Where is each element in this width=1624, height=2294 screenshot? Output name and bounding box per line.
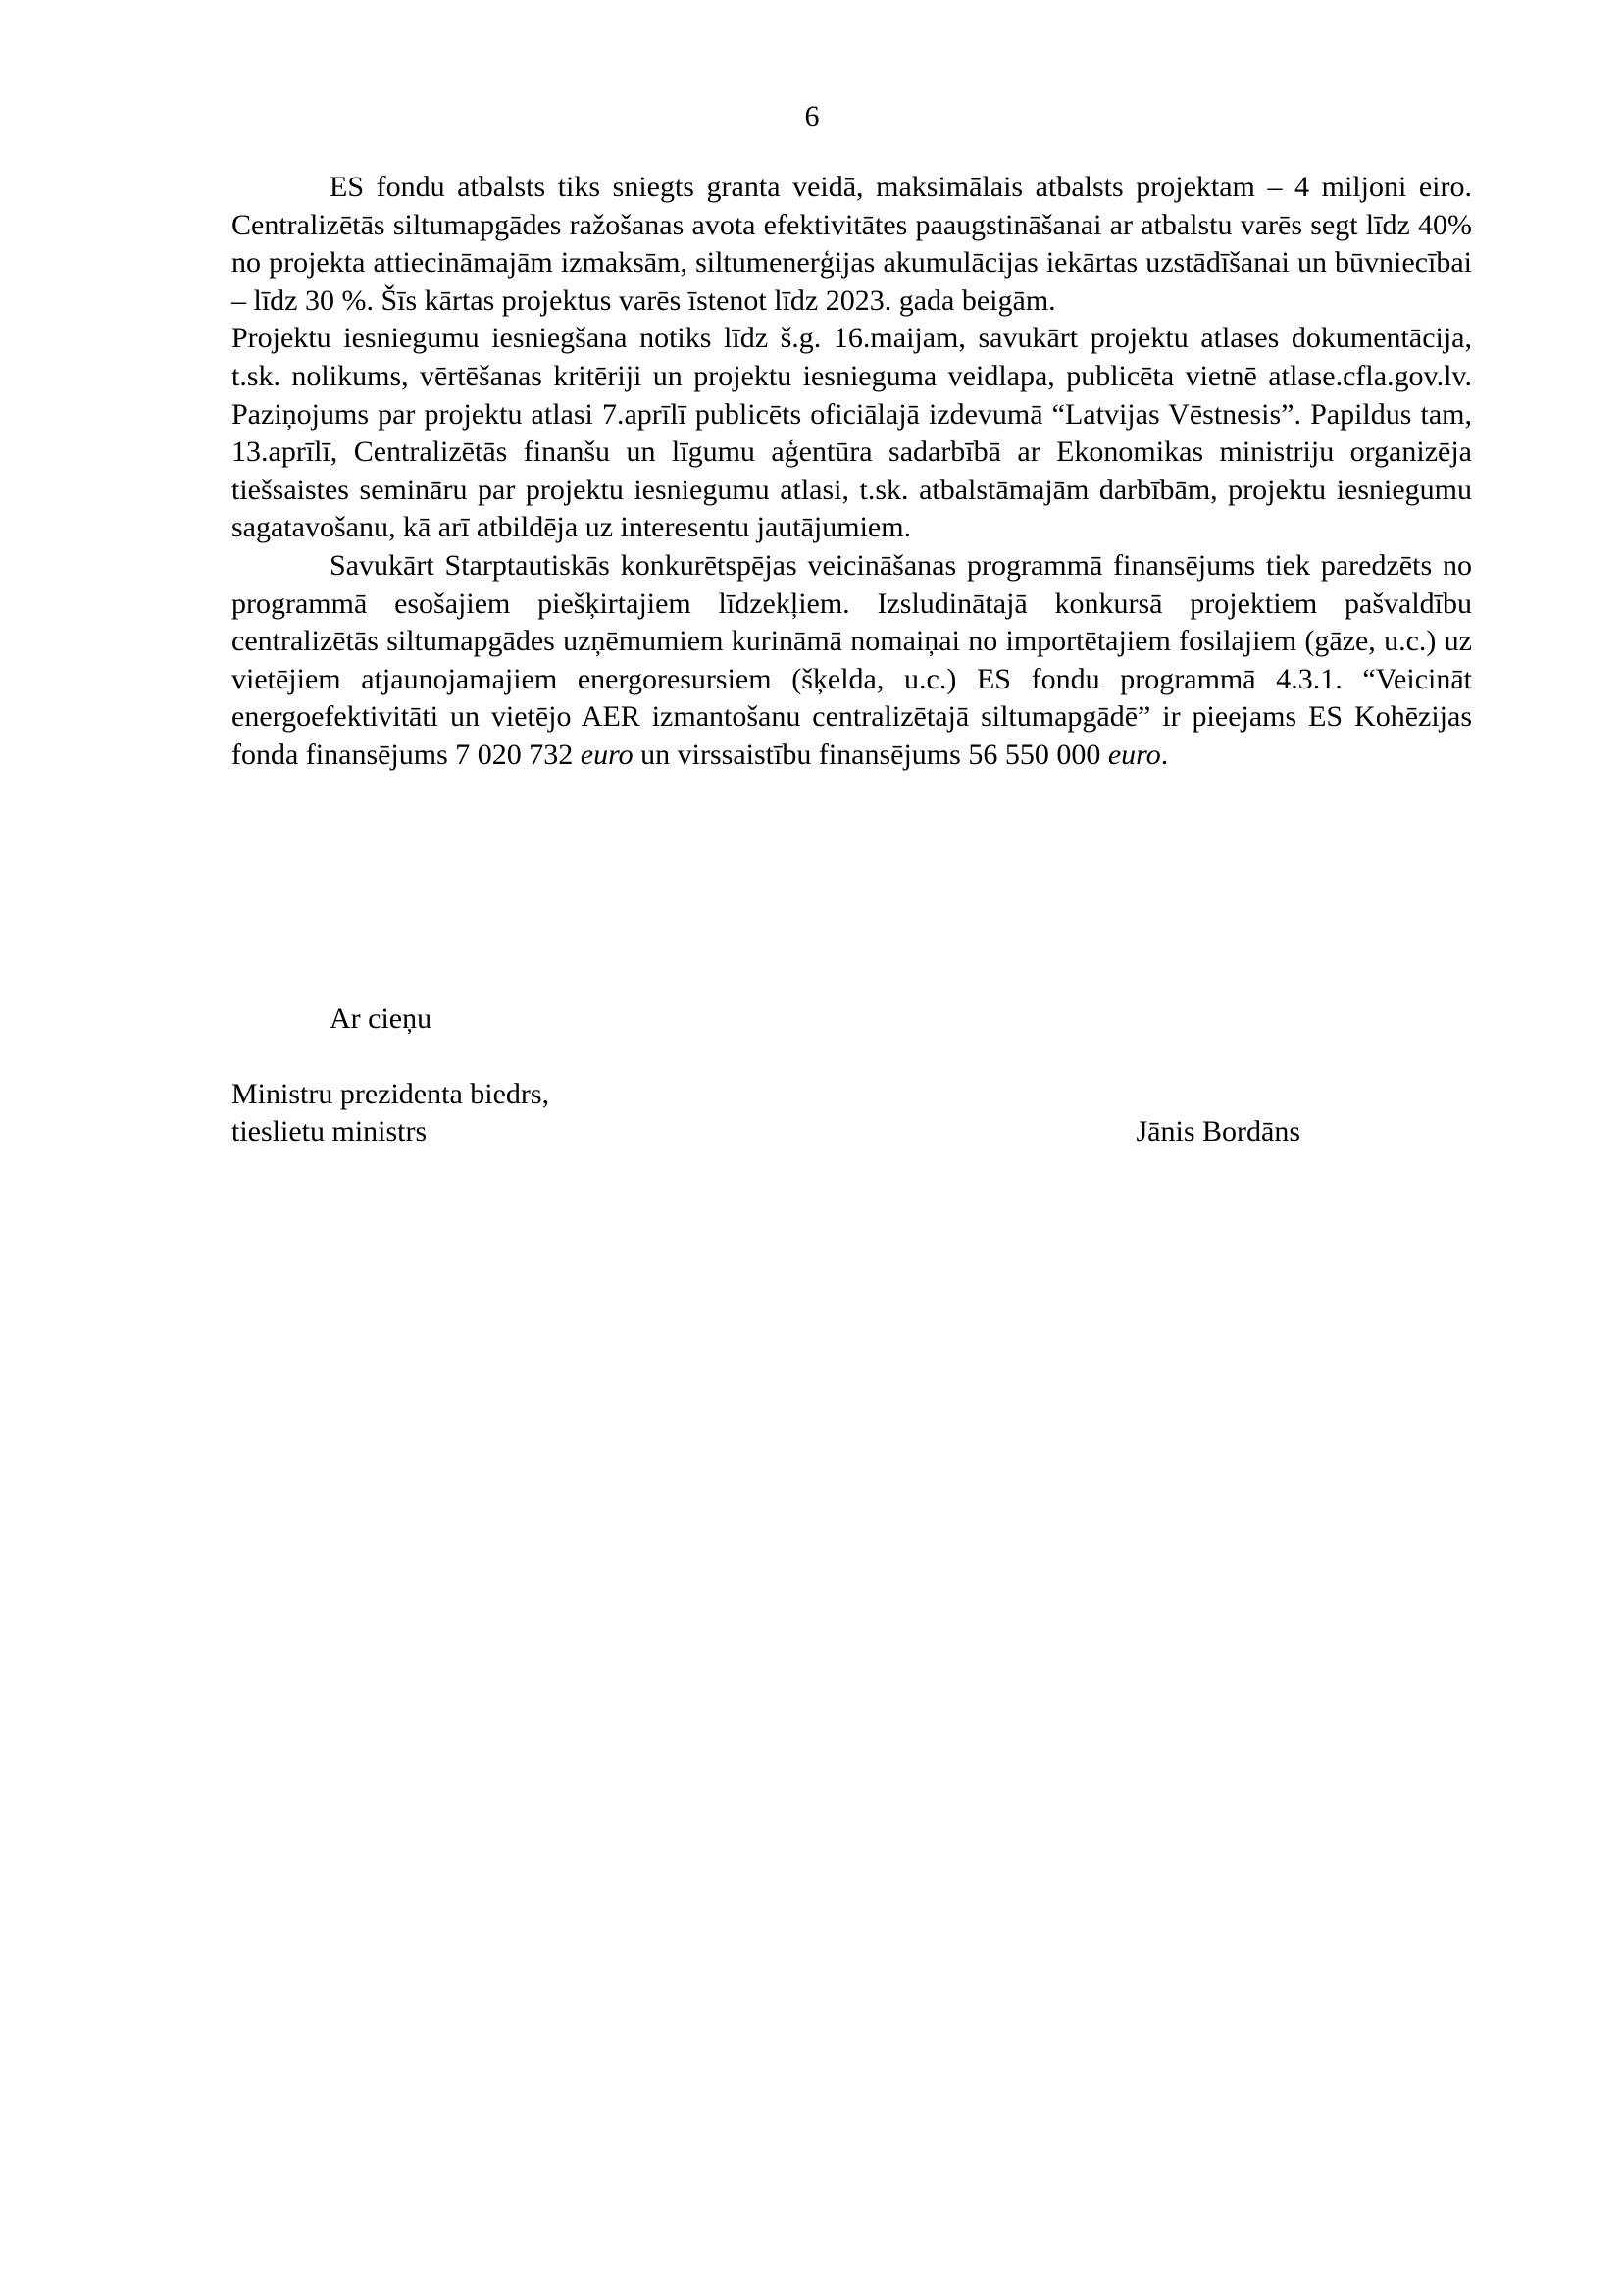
signature-row — [231, 1076, 1300, 1151]
closing-salutation: Ar cieņu — [330, 1002, 432, 1035]
signatory-title — [231, 1076, 549, 1151]
signatory-title-line-1: Ministru prezidenta biedrs, — [231, 1077, 550, 1110]
paragraph-project-submission: Projektu iesniegumu iesniegšana notiks līdz š.g. 16.maijam, savukārt projektu atlases dokumentācija, t.sk. nolikums, vērtēšanas kritēriji un projektu iesnieguma veidlapa, publicēta vietnē atlase.cfla.gov.lv. Paziņojums par projektu atlasi 7.aprīlī publicēts oficiālajā izdevumā “Latvijas Vēstnesis”. Papildus tam, 13.aprīlī, Centralizētās finanšu un līgumu aģentūra sadarbībā ar Ekonomikas ministriju organizēja tiešsaistes semināru par projektu iesniegumu atlasi, t.sk. atbalstāmajām darbībām, projektu iesniegumu sagatavošanu, kā arī atbildēja uz interesentu jautājumiem. — [231, 322, 1472, 544]
paragraph-text-part: un virssaistību finansējums 56 550 000 — [633, 738, 1108, 771]
paragraph-text-part: Savukārt Starptautiskās konkurētspējas veicināšanas programmā finansējums tiek paredzēts no programmā esošajiem piešķirtajiem līdzekļiem. Izsludinātajā konkursā projektiem pašvaldību centralizētās siltumapgādes uzņēmumiem kurināmā nomaiņai no importētajiem fosilajiem (gāze, u.c.) uz vietējiem atjaunojamajiem energoresursiem (šķelda, u.c.) ES fondu programmā 4.3.1. “Veicināt energoefektivitāti un vietējo AER izmantošanu centralizētajā siltumapgādē” ir pieejams ES Kohēzijas fonda finansējums 7 020 732 — [231, 548, 1472, 771]
paragraph-competitiveness-programme — [231, 547, 1472, 775]
signature-block — [231, 1000, 1300, 1151]
letter-body — [231, 169, 1472, 775]
paragraph-text-part: . — [1160, 738, 1169, 771]
page-number: 6 — [804, 100, 820, 132]
signatory-name: Jānis Bordāns — [1136, 1115, 1300, 1148]
currency-word: euro — [580, 738, 634, 771]
signatory-title-line-2: tieslietu ministrs — [231, 1115, 428, 1148]
paragraph-funding-support: ES fondu atbalsts tiks sniegts granta veidā, maksimālais atbalsts projektam – 4 miljoni eiro. Centralizētās siltumapgādes ražošanas avota efektivitātes paaugstināšanai ar atbalstu varēs segt līdz 40% no projekta attiecināmajām izmaksām, siltumenerģijas akumulācijas iekārtas uzstādīšanai un būvniecībai – līdz 30 %. Šīs kārtas projektus varēs īstenot līdz 2023. gada beigām. — [231, 171, 1472, 317]
currency-word: euro — [1107, 738, 1161, 771]
